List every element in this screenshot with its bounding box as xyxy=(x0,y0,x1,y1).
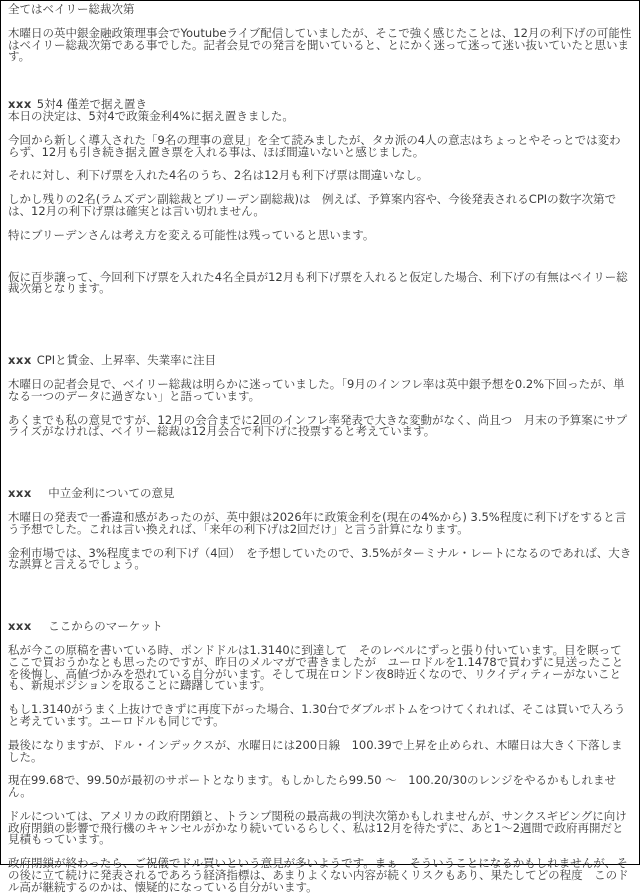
paragraph: 現在99.68で、99.50が最初のサポートとなります。もしかしたら99.50 ～ 100.20/30のレンジをやるかもしれません。 xyxy=(8,773,616,800)
paragraph: 木曜日の発表で一番違和感があったのが、英中銀は2026年に政策金利を(現在の4%から) 3.5%程度に利下げをすると言う予想でした。これは言い換えれば、「来年の利下げは2回だけ」と言う計算になります。 xyxy=(8,509,627,536)
section-heading-text: CPIと賃金、上昇率、失業率に注目 xyxy=(36,353,217,368)
section-vote xyxy=(8,99,632,295)
section-heading-market xyxy=(8,621,632,633)
paragraph: 最後になりますが、ドル・インデックスが、水曜日には200日線 100.39で上昇を止められ、木曜日は大きく下落しました。 xyxy=(8,737,623,764)
paragraph: 木曜日の記者会見で、ベイリー総裁は明らかに迷っていました。「9月のインフレ率は英中銀予想を0.2%下回ったが、単なる一つのデータに過ぎない」と語っています。 xyxy=(8,376,625,403)
section-marker: xxx xyxy=(8,97,32,112)
section-heading-text: 5対4 僅差で据え置き xyxy=(36,97,148,112)
paragraph: それに対し、利下げ票を入れた4名のうち、2名は12月も利下げ票は間違いなし。 xyxy=(8,168,429,183)
section-market xyxy=(8,621,632,894)
section-cpi xyxy=(8,355,632,438)
section-heading-cpi xyxy=(8,355,632,367)
section-heading-text: ここからのマーケット xyxy=(36,619,163,634)
paragraph: しかし残りの2名(ラムズデン副総裁とブリーデン副総裁)は 例えば、予算案内容や、今後発表されるCPIの数字次第では、12月の利下げ票は確実とは言い切れません。 xyxy=(8,192,617,218)
section-heading-text: 中立金利についての意見 xyxy=(36,486,175,501)
paragraph: 仮に百歩譲って、今回利下げ票を入れた4名全員が12月も利下げ票を入れると仮定した場合、利下げの有無はベイリー総裁次第となります。 xyxy=(8,269,628,296)
paragraph: 政府閉鎖が終わったら、ご祝儀でドル買いという意見が多いようです。まぁ そういうことになるかもしれませんが、その後に立て続けに発表されるであろう経済指標は、あまりよくない内容が続くリスクもあり、果たしてどの程度 このドル高が継続するのかは、懐疑的になっている自分がいます。 xyxy=(8,856,629,894)
section-heading-neutral-rate xyxy=(8,488,632,500)
document-title: 全てはベイリー総裁次第 xyxy=(8,2,135,16)
section-marker: xxx xyxy=(8,353,32,368)
paragraph: もし1.3140がうまく上抜けできずに再度下がった場合、1.30台でダブルボトムをつけてくれれば、そこは買いで入ろうと考えています。ユーロドルも同じです。 xyxy=(8,702,626,728)
paragraph: 金利市場では、3%程度までの利下げ（4回） を予想していたので、3.5%がターミナル・レートになるのであれば、大きな誤算と言えるでしょう。 xyxy=(8,545,632,572)
newsletter-document xyxy=(8,4,632,894)
paragraph: ドルについては、アメリカの政府閉鎖と、トランプ関税の最高裁の判決次第かもしれませんが、サンクスギビングに向け政府閉鎖の影響で飛行機のキャンセルがかなり続いているらしく、私は12月を待たずに、あと1～2週間で政府再開だと見積もっています。 xyxy=(8,808,627,847)
paragraph: 特にブリーデンさんは考え方を変える可能性は残っていると思います。 xyxy=(8,227,375,242)
section-marker: xxx xyxy=(8,619,32,634)
section-marker: xxx xyxy=(8,486,32,501)
paragraph: あくまでも私の意見ですが、12月の会合までに2回のインフレ率発表で大きな変動がなく、尚且つ 月末の予算案にサプライズがなければ、ベイリー総裁は12月会合で利下げに投票すると考えています。 xyxy=(8,412,628,439)
paragraph: 本日の決定は、5対4で政策金利4%に据え置きました。 xyxy=(8,108,294,123)
intro-paragraph: 木曜日の英中銀金融政策理事会でYoutubeライブ配信していましたが、そこで強く感じたことは、12月の利下げの可能性はベイリー総裁次第である事でした。記者会見での発言を聞いていると、とにかく迷って迷って迷い抜いていたと思います。 xyxy=(8,25,632,64)
paragraph: 私が今この原稿を書いている時、ポンドドルは1.3140に到達して そのレベルにずっと張り付いています。目を瞑って ここで買おうかなとも思ったのですが、昨日のメルマガで書きましたが ユーロドルを1.1478で買わずに見送ったことを後悔し、高値づかみを恐れている自分がいます。そして現在ロンドン夜8時近くなので、リクイディティーがないことも、新規ポジションを取ることに躊躇しています。 xyxy=(8,642,634,693)
paragraph: 今回から新しく導入された「9名の理事の意見」を全て読みましたが、タカ派の4人の意志はちょっとやそっとでは変わらず、12月も引き続き据え置き票を入れる事は、ほぼ間違いないと感じました。 xyxy=(8,132,621,159)
section-neutral-rate xyxy=(8,488,632,571)
